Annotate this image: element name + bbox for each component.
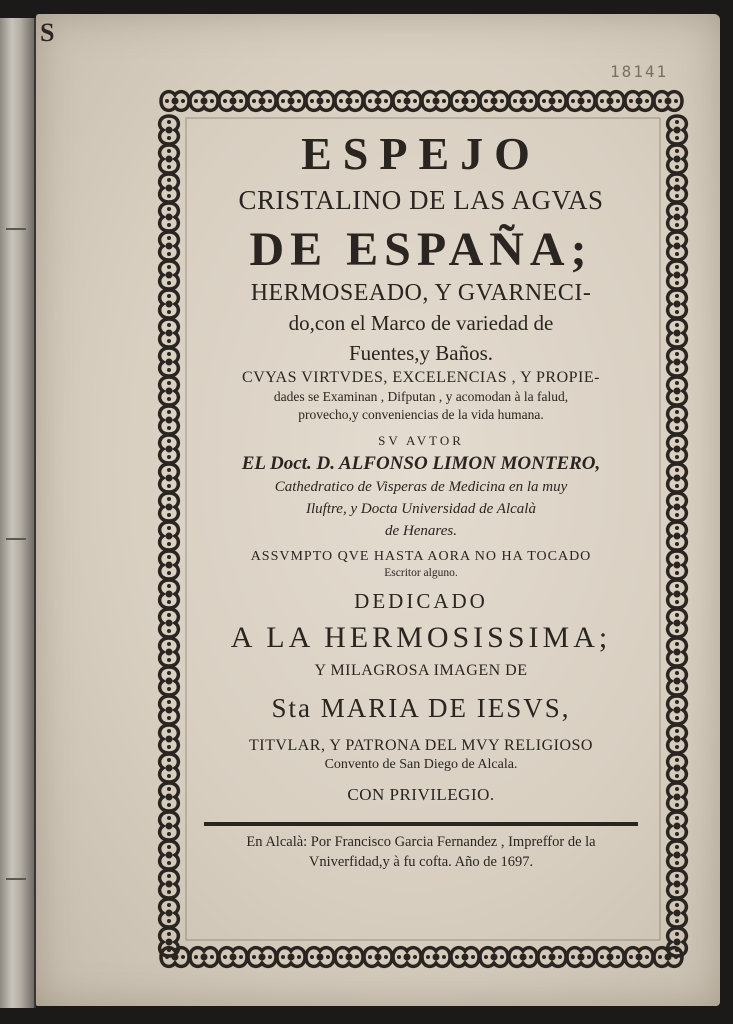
border-ornament: [160, 754, 179, 782]
border-ornament: [668, 290, 687, 318]
border-ornament: [364, 948, 392, 967]
border-ornament: [596, 92, 624, 111]
imprint-line-2: Vniverfidad,y à fu cofta. Año de 1697.: [308, 854, 534, 870]
border-ornament: [160, 783, 179, 811]
border-ornament: [160, 290, 179, 318]
binding-stitch: [6, 878, 26, 880]
dedication-line-convento: Convento de San Diego de Alcala.: [324, 757, 518, 772]
border-ornament: [160, 319, 179, 347]
border-ornament: [668, 145, 687, 173]
privilege-line: CON PRIVILEGIO.: [347, 785, 495, 804]
border-ornament: [160, 464, 179, 492]
border-ornament: [160, 696, 179, 724]
border-ornament: [668, 638, 687, 666]
border-ornament: [160, 377, 179, 405]
dedication-line-milagrosa: Y MILAGROSA IMAGEN DE: [314, 662, 528, 679]
imprint-line-1: En Alcalà: Por Francisco Garcia Fernandez , Impreffor de la: [246, 834, 596, 850]
border-ornament: [668, 580, 687, 608]
border-ornament: [160, 725, 179, 753]
dedication-line-titular: TITVLAR, Y PATRONA DEL MVY RELIGIOSO: [249, 737, 593, 754]
border-ornament: [422, 948, 450, 967]
border-ornament: [160, 841, 179, 869]
border-ornament: [248, 948, 276, 967]
border-ornament: [190, 92, 218, 111]
border-ornament: [160, 899, 179, 927]
border-ornament: [306, 92, 334, 111]
border-ornament: [219, 948, 247, 967]
border-ornament: [248, 92, 276, 111]
subtitle-line-provecho: provecho,y conveniencias de la vida humana.: [298, 407, 544, 422]
border-ornament: [668, 203, 687, 231]
border-ornament: [364, 92, 392, 111]
author-name: EL Doct. D. ALFONSO LIMON MONTERO,: [241, 453, 601, 474]
border-ornament: [422, 92, 450, 111]
border-ornament: [668, 696, 687, 724]
divider-rule: [204, 822, 638, 826]
border-ornament: [480, 92, 508, 111]
dedication-heading: DEDICADO: [354, 589, 488, 613]
border-ornament: [668, 493, 687, 521]
border-ornament: [668, 754, 687, 782]
border-ornament: [160, 609, 179, 637]
border-ornament: [160, 145, 179, 173]
border-ornament: [393, 948, 421, 967]
border-ornament: [668, 551, 687, 579]
title-line-marco: do,con el Marco de variedad de: [288, 311, 554, 335]
border-ornament: [160, 580, 179, 608]
border-ornament: [668, 261, 687, 289]
title-line-cristalino: CRISTALINO DE LAS AGVAS: [238, 185, 604, 215]
border-ornament: [161, 92, 189, 111]
border-ornament: [160, 493, 179, 521]
border-ornament: [190, 948, 218, 967]
border-ornament: [509, 948, 537, 967]
border-ornament: [306, 948, 334, 967]
dedication-line-maria: Sta MARIA DE IESVS,: [271, 693, 571, 723]
border-ornament: [668, 319, 687, 347]
border-ornament: [668, 406, 687, 434]
binding-stitch: [6, 538, 26, 540]
border-ornament: [160, 870, 179, 898]
border-ornament: [277, 92, 305, 111]
border-ornament: [668, 522, 687, 550]
border-ornament: [668, 348, 687, 376]
border-ornament: [160, 261, 179, 289]
author-heading: SV AVTOR: [378, 433, 464, 448]
border-ornament: [668, 870, 687, 898]
border-ornament: [625, 948, 653, 967]
title-line-fuentes: Fuentes,y Baños.: [348, 341, 494, 365]
border-ornament: [668, 783, 687, 811]
border-ornament: [668, 667, 687, 695]
border-ornament: [160, 348, 179, 376]
subject-line: ASSVMPTO QVE HASTA AORA NO HA TOCADO: [250, 549, 592, 564]
border-ornament: [625, 92, 653, 111]
border-ornament: [160, 928, 179, 956]
corner-letter: S: [40, 18, 55, 47]
book-binding: [0, 18, 36, 1008]
border-ornament: [219, 92, 247, 111]
border-ornament: [160, 551, 179, 579]
border-ornament: [160, 522, 179, 550]
border-ornament: [160, 638, 179, 666]
border-ornament: [277, 948, 305, 967]
author-title-line3: de Henares.: [385, 523, 457, 539]
border-ornament: [160, 667, 179, 695]
binding-stitch: [6, 228, 26, 230]
dedication-line-hermosissima: A LA HERMOSISSIMA;: [230, 621, 612, 654]
border-ornament: [160, 435, 179, 463]
author-title-line2: Iluftre, y Docta Universidad de Alcalà: [306, 501, 536, 517]
title-word-espejo: ESPEJO: [301, 128, 541, 179]
subject-line-2: Escritor alguno.: [384, 567, 458, 579]
border-ornament: [668, 377, 687, 405]
border-ornament: [160, 116, 179, 144]
border-ornament: [668, 812, 687, 840]
title-word-espana: DE ESPAÑA;: [249, 223, 593, 276]
title-line-hermoseado: HERMOSEADO, Y GVARNECI-: [250, 280, 592, 306]
border-ornament: [393, 92, 421, 111]
border-ornament: [160, 203, 179, 231]
author-title-line1: Cathedratico de Visperas de Medicina en la muy: [274, 479, 568, 495]
border-ornament: [335, 948, 363, 967]
title-text-block: [196, 126, 646, 872]
border-ornament: [668, 841, 687, 869]
border-ornament: [668, 609, 687, 637]
border-ornament: [668, 725, 687, 753]
border-ornament: [654, 92, 682, 111]
border-ornament: [668, 174, 687, 202]
border-ornament: [335, 92, 363, 111]
border-ornament: [509, 92, 537, 111]
border-ornament: [160, 812, 179, 840]
border-ornament: [480, 948, 508, 967]
border-ornament: [596, 948, 624, 967]
border-ornament: [668, 899, 687, 927]
border-ornament: [567, 92, 595, 111]
subtitle-line-dades: dades se Examinan , Difputan , y acomodan à la falud,: [273, 389, 569, 404]
shelfmark-number: 18141: [610, 62, 669, 81]
border-ornament: [538, 948, 566, 967]
border-ornament: [160, 406, 179, 434]
border-ornament: [538, 92, 566, 111]
border-ornament: [160, 174, 179, 202]
border-ornament: [668, 232, 687, 260]
border-ornament: [160, 232, 179, 260]
border-ornament: [668, 928, 687, 956]
border-ornament: [668, 116, 687, 144]
border-ornament: [567, 948, 595, 967]
border-ornament: [451, 948, 479, 967]
border-ornament: [668, 464, 687, 492]
subtitle-line-virtudes: CVYAS VIRTVDES, EXCELENCIAS , Y PROPIE-: [242, 369, 600, 386]
border-ornament: [451, 92, 479, 111]
border-ornament: [668, 435, 687, 463]
